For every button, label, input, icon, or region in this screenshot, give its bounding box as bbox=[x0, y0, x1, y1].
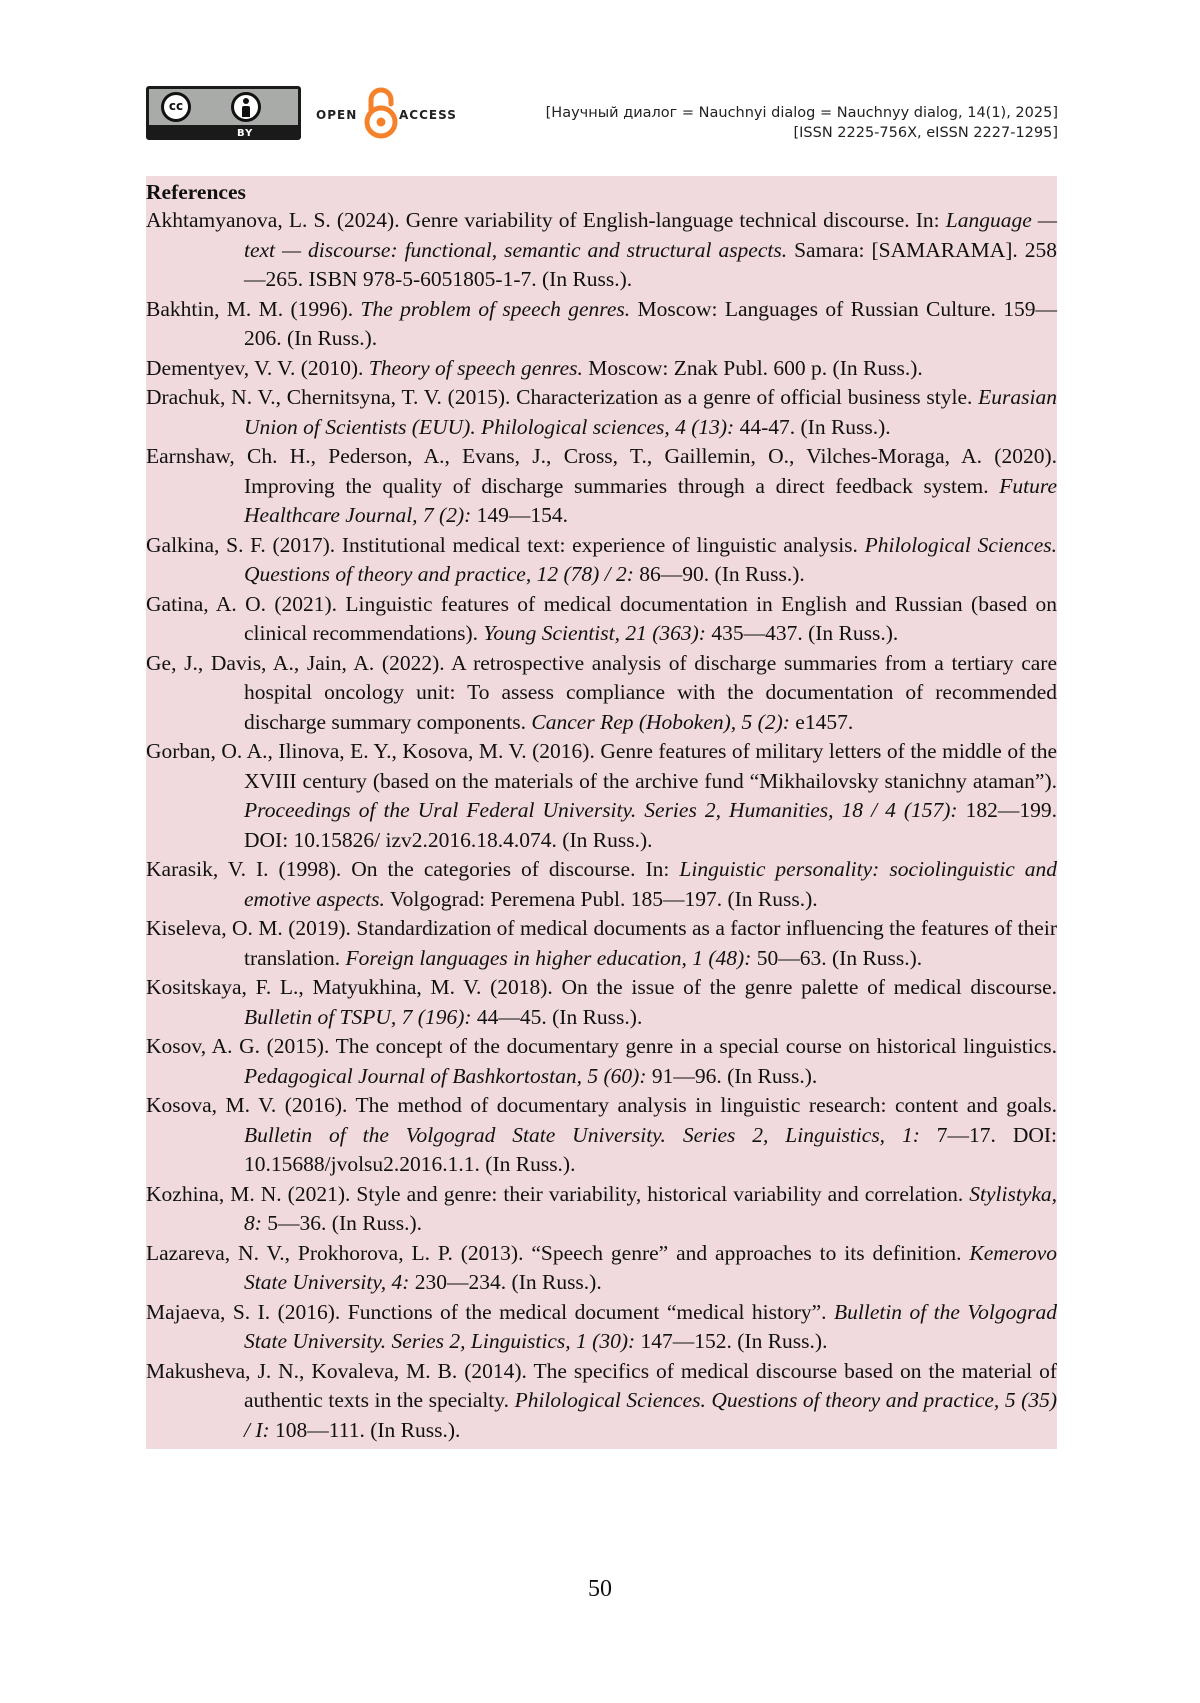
journal-citation bbox=[546, 103, 1058, 143]
cc-mark: cc bbox=[166, 99, 186, 113]
reference-text: Majaeva, S. I. (2016). Functions of the medical document “medical history”. bbox=[146, 1300, 834, 1324]
reference-text: Gatina, A. O. (2021). Linguistic features of medical documentation in English and Russian (based on clinical recommendations). bbox=[146, 592, 1057, 646]
reference-entry bbox=[146, 1180, 1057, 1239]
reference-details: 182—199. DOI: 10.15826/ izv2.2016.18.4.074. (In Russ.). bbox=[244, 798, 1057, 852]
cc-icon bbox=[161, 92, 191, 122]
reference-details: Volgograd: Peremena Publ. 185—197. (In Russ.). bbox=[385, 887, 818, 911]
reference-source-italic: Foreign languages in higher education, 1 (48): bbox=[346, 946, 752, 970]
reference-source-italic: Pedagogical Journal of Bashkortostan, 5 (60): bbox=[244, 1064, 646, 1088]
journal-citation-line: [Научный диалог = Nauchnyi dialog = Nauchnyy dialog, 14(1), 2025] bbox=[546, 103, 1058, 123]
reference-details: Samara: [SAMARAMA]. 258—265. ISBN 978-5-6051805-1-7. (In Russ.). bbox=[244, 238, 1057, 292]
person-icon bbox=[231, 92, 261, 122]
reference-source-italic: Philological Sciences. Questions of theory and practice, 12 (78) / 2: bbox=[244, 533, 1057, 587]
reference-details: 5—36. (In Russ.). bbox=[262, 1211, 422, 1235]
reference-entry bbox=[146, 1239, 1057, 1298]
reference-source-italic: The problem of speech genres. bbox=[361, 297, 631, 321]
cc-by-license-badge bbox=[146, 86, 301, 140]
open-access-logo bbox=[316, 86, 456, 140]
cc-by-label: BY bbox=[237, 128, 253, 139]
reference-details: Moscow: Znak Publ. 600 p. (In Russ.). bbox=[583, 356, 923, 380]
reference-source-italic: Young Scientist, 21 (363): bbox=[483, 621, 706, 645]
reference-text: Karasik, V. I. (1998). On the categories of discourse. In: bbox=[146, 857, 679, 881]
page-number: 50 bbox=[0, 1576, 1200, 1603]
open-access-open-word: OPEN bbox=[316, 108, 357, 122]
reference-details: 7—17. DOI: 10.15688/jvolsu2.2016.1.1. (In Russ.). bbox=[244, 1123, 1057, 1177]
references-heading: References bbox=[146, 176, 1057, 206]
reference-text: Kositskaya, F. L., Matyukhina, M. V. (2018). On the issue of the genre palette of medical discourse. bbox=[146, 975, 1057, 999]
reference-text: Drachuk, N. V., Chernitsyna, T. V. (2015). Characterization as a genre of official business style. bbox=[146, 385, 978, 409]
reference-text: Bakhtin, M. M. (1996). bbox=[146, 297, 361, 321]
reference-entry bbox=[146, 531, 1057, 590]
reference-entry bbox=[146, 590, 1057, 649]
reference-entry bbox=[146, 914, 1057, 973]
reference-entry bbox=[146, 649, 1057, 738]
reference-source-italic: Language — text — discourse: functional, semantic and structural aspects. bbox=[244, 208, 1057, 262]
reference-text: Earnshaw, Ch. H., Pederson, A., Evans, J., Cross, T., Gaillemin, O., Vilches-Moraga, A. (2020). Improving the quality of discharge summaries through a direct feedback system. bbox=[146, 444, 1057, 498]
reference-source-italic: Theory of speech genres. bbox=[369, 356, 583, 380]
reference-source-italic: Bulletin of TSPU, 7 (196): bbox=[244, 1005, 472, 1029]
reference-details: 44—45. (In Russ.). bbox=[472, 1005, 643, 1029]
reference-text: Ge, J., Davis, A., Jain, A. (2022). A retrospective analysis of discharge summaries from a tertiary care hospital oncology unit: To assess compliance with the documentation of recommended discharge summary components. bbox=[146, 651, 1057, 734]
reference-text: Akhtamyanova, L. S. (2024). Genre variability of English-language technical discourse. In: bbox=[146, 208, 946, 232]
reference-entry bbox=[146, 1032, 1057, 1091]
reference-details: 108—111. (In Russ.). bbox=[270, 1418, 461, 1442]
reference-details: 149—154. bbox=[471, 503, 568, 527]
reference-text: Dementyev, V. V. (2010). bbox=[146, 356, 369, 380]
reference-entry bbox=[146, 295, 1057, 354]
cc-badge-top bbox=[149, 89, 298, 125]
reference-entry bbox=[146, 1298, 1057, 1357]
reference-details: Moscow: Languages of Russian Culture. 159—206. (In Russ.). bbox=[244, 297, 1057, 351]
reference-entry bbox=[146, 383, 1057, 442]
reference-details: 86—90. (In Russ.). bbox=[634, 562, 805, 586]
reference-entry bbox=[146, 206, 1057, 295]
reference-text: Lazareva, N. V., Prokhorova, L. P. (2013). “Speech genre” and approaches to its definition. bbox=[146, 1241, 969, 1265]
reference-source-italic: Philological Sciences. Questions of theory and practice, 5 (35) / I: bbox=[244, 1388, 1057, 1442]
journal-issn-line: [ISSN 2225-756X, eISSN 2227-1295] bbox=[546, 123, 1058, 143]
reference-details: 230—234. (In Russ.). bbox=[409, 1270, 601, 1294]
reference-entry bbox=[146, 442, 1057, 531]
reference-text: Gorban, O. A., Ilinova, E. Y., Kosova, M. V. (2016). Genre features of military letters of the middle of the XVIII century (based on the materials of the archive fund “Mikhailovsky stanichny ataman”). bbox=[146, 739, 1057, 793]
reference-text: Kozhina, M. N. (2021). Style and genre: their variability, historical variability and correlation. bbox=[146, 1182, 969, 1206]
reference-source-italic: Cancer Rep (Hoboken), 5 (2): bbox=[531, 710, 790, 734]
reference-source-italic: Proceedings of the Ural Federal University. Series 2, Humanities, 18 / 4 (157): bbox=[244, 798, 958, 822]
reference-entry bbox=[146, 855, 1057, 914]
reference-source-italic: Bulletin of the Volgograd State University. Series 2, Linguistics, 1 (30): bbox=[244, 1300, 1057, 1354]
reference-details: 91—96. (In Russ.). bbox=[646, 1064, 817, 1088]
reference-source-italic: Eurasian Union of Scientists (EUU). Philological sciences, 4 (13): bbox=[244, 385, 1057, 439]
reference-entry bbox=[146, 737, 1057, 855]
reference-text: Kosova, M. V. (2016). The method of documentary analysis in linguistic research: content and goals. bbox=[146, 1093, 1057, 1117]
reference-source-italic: Kemerovo State University, 4: bbox=[244, 1241, 1057, 1295]
reference-source-italic: Stylistyka, 8: bbox=[244, 1182, 1057, 1236]
reference-details: 44-47. (In Russ.). bbox=[734, 415, 890, 439]
reference-details: 147—152. (In Russ.). bbox=[635, 1329, 827, 1353]
reference-entry bbox=[146, 354, 1057, 384]
reference-details: 435—437. (In Russ.). bbox=[706, 621, 898, 645]
reference-text: Galkina, S. F. (2017). Institutional medical text: experience of linguistic analysis. bbox=[146, 533, 865, 557]
reference-entry bbox=[146, 973, 1057, 1032]
reference-entry bbox=[146, 1357, 1057, 1446]
reference-entry bbox=[146, 1091, 1057, 1180]
reference-source-italic: Linguistic personality: sociolinguistic and emotive aspects. bbox=[244, 857, 1057, 911]
reference-text: Kiseleva, O. M. (2019). Standardization of medical documents as a factor influencing the features of their translation. bbox=[146, 916, 1057, 970]
open-access-access-word: ACCESS bbox=[399, 108, 457, 122]
reference-text: Kosov, A. G. (2015). The concept of the documentary genre in a special course on historical linguistics. bbox=[146, 1034, 1057, 1058]
reference-source-italic: Bulletin of the Volgograd State University. Series 2, Linguistics, 1: bbox=[244, 1123, 920, 1147]
reference-details: e1457. bbox=[790, 710, 853, 734]
open-access-lock-icon bbox=[363, 86, 399, 140]
reference-text: Makusheva, J. N., Kovaleva, M. B. (2014). The specifics of medical discourse based on the material of authentic texts in the specialty. bbox=[146, 1359, 1057, 1413]
reference-source-italic: Future Healthcare Journal, 7 (2): bbox=[244, 474, 1057, 528]
reference-details: 50—63. (In Russ.). bbox=[751, 946, 922, 970]
references-section bbox=[146, 176, 1057, 1449]
references-list bbox=[146, 206, 1057, 1445]
